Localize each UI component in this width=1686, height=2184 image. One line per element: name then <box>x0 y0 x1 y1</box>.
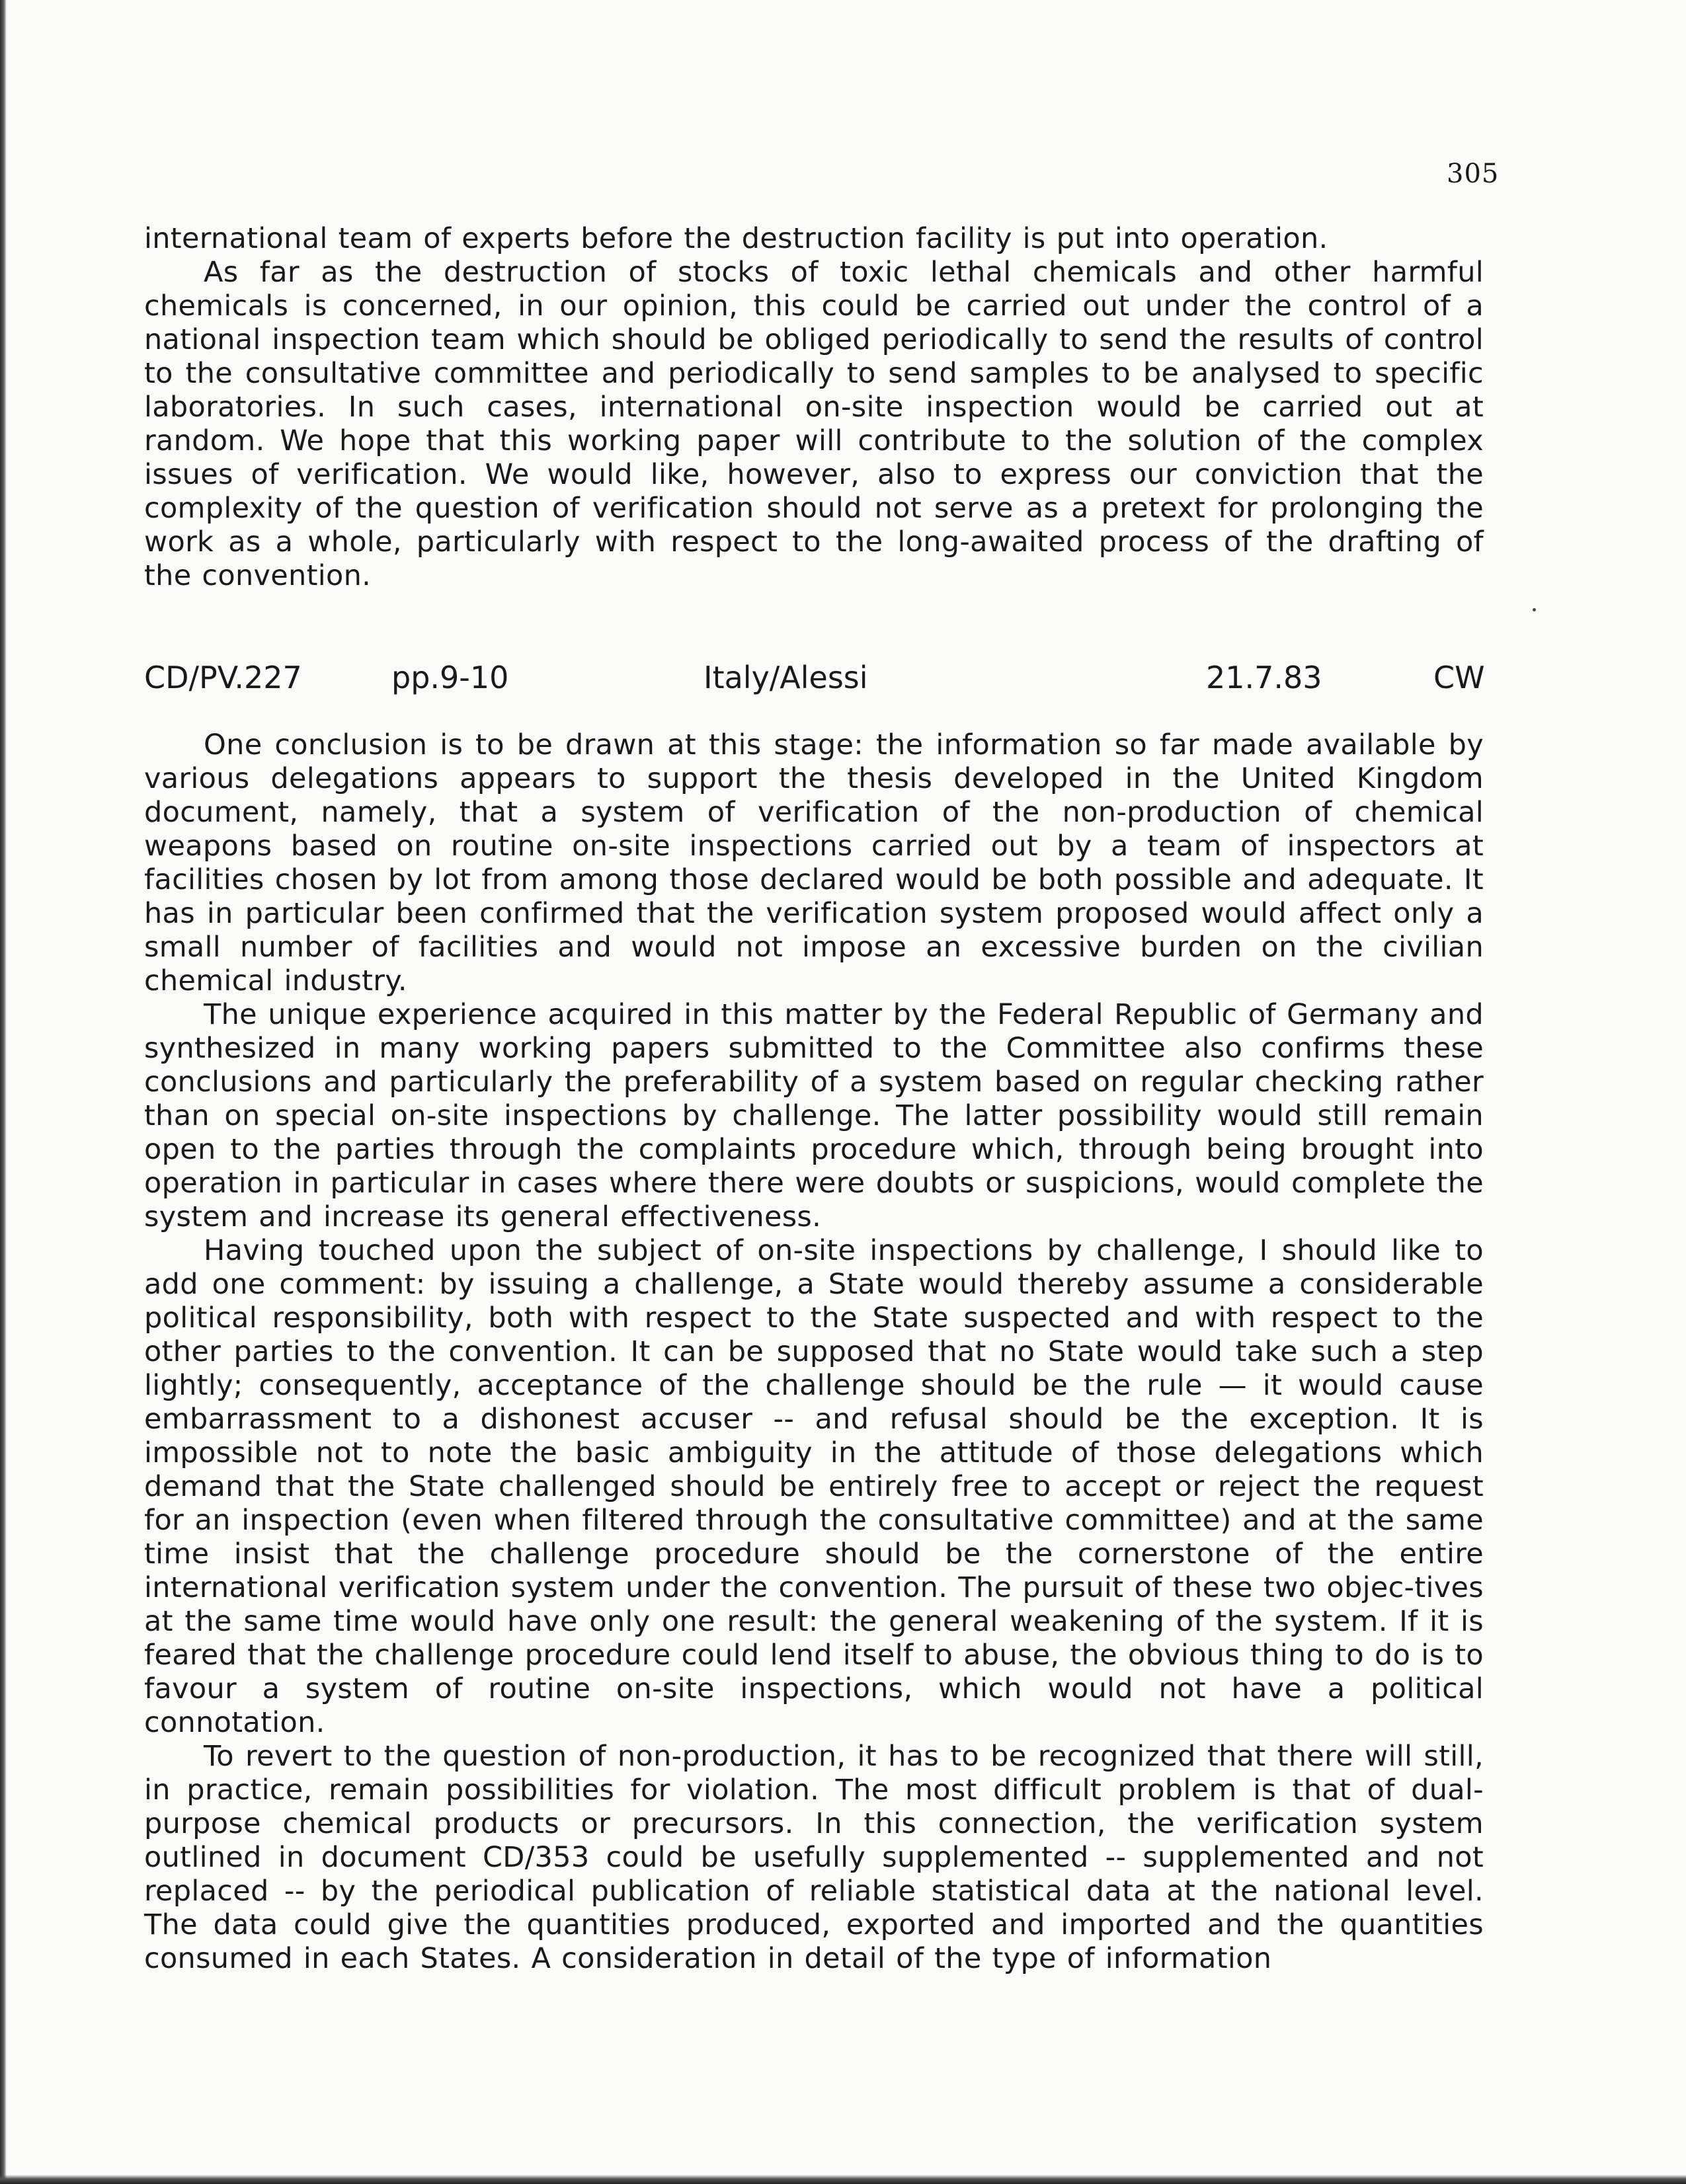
reference-line <box>0 660 1686 699</box>
statement-text-block <box>144 728 1484 1976</box>
statement-paragraph-1: One conclusion is to be drawn at this stage: the information so far made available by various delegations appears to support the thesis developed in the United Kingdom document, namely, that a system of verification of the non-production of chemical weapons based on routine on-site inspections carried out by a team of inspectors at facilities chosen by lot from among those declared would be both possible and adequate. It has in particular been confirmed that the verification system proposed would affect only a small number of facilities and would not impose an excessive burden on the civilian chemical industry. <box>144 728 1484 997</box>
statement-paragraph-3: Having touched upon the subject of on-site inspections by challenge, I should like to add one comment: by issuing a challenge, a State would thereby assume a considerable political responsibility, both with respect to the State suspected and with respect to the other parties to the convention. It can be supposed that no State would take such a step lightly; consequently, acceptance of the challenge should be the rule — it would cause embarrassment to a dishonest accuser -- and refusal should be the exception. It is impossible not to note the basic ambiguity in the attitude of those delegations which demand that the State challenged should be entirely free to accept or reject the request for an inspection (even when filtered through the consultative committee) and at the same time insist that the challenge procedure should be the cornerstone of the entire international verification system under the convention. The pursuit of these two objec-tives at the same time would have only one result: the general weakening of the system. If it is feared that the challenge procedure could lend itself to abuse, the obvious thing to do is to favour a system of routine on-site inspections, which would not have a political connotation. <box>144 1234 1484 1739</box>
reference-date: 21.7.83 <box>1206 660 1322 695</box>
scan-left-edge <box>0 0 7 2184</box>
intro-paragraph-1: international team of experts before the destruction facility is put into operation. <box>144 222 1328 255</box>
scan-speck <box>1533 608 1536 611</box>
intro-text-block <box>144 222 1484 593</box>
reference-speaker: Italy/Alessi <box>703 660 868 695</box>
reference-topic: CW <box>1433 660 1485 695</box>
scan-bottom-edge <box>0 2175 1686 2184</box>
reference-pages: pp.9-10 <box>391 660 509 695</box>
reference-document: CD/PV.227 <box>144 660 302 695</box>
intro-paragraph-2: As far as the destruction of stocks of toxic lethal chemicals and other harmful chemicals is concerned, in our opinion, this could be carried out under the control of a national inspection team which should be obliged periodically to send the results of control to the consultative committee and periodically to send samples to be analysed to specific laboratories. In such cases, international on-site inspection would be carried out at random. We hope that this working paper will contribute to the solution of the complex issues of verification. We would like, however, also to express our conviction that the complexity of the question of verification should not serve as a pretext for prolonging the work as a whole, particularly with respect to the long-awaited process of the drafting of the convention. <box>144 256 1484 592</box>
statement-paragraph-2: The unique experience acquired in this matter by the Federal Republic of Germany and synthesized in many working papers submitted to the Committee also confirms these conclusions and particularly the preferability of a system based on regular checking rather than on special on-site inspections by challenge. The latter possibility would still remain open to the parties through the complaints procedure which, through being brought into operation in particular in cases where there were doubts or suspicions, would complete the system and increase its general effectiveness. <box>144 998 1484 1233</box>
statement-paragraph-4: To revert to the question of non-production, it has to be recognized that there will still, in practice, remain possibilities for violation. The most difficult problem is that of dual-purpose chemical products or precursors. In this connection, the verification system outlined in document CD/353 could be usefully supplemented -- supplemented and not replaced -- by the periodical publication of reliable statistical data at the national level. The data could give the quantities produced, exported and imported and the quantities consumed in each States. A consideration in detail of the type of information <box>144 1740 1484 1975</box>
page-number: 305 <box>1447 159 1500 189</box>
